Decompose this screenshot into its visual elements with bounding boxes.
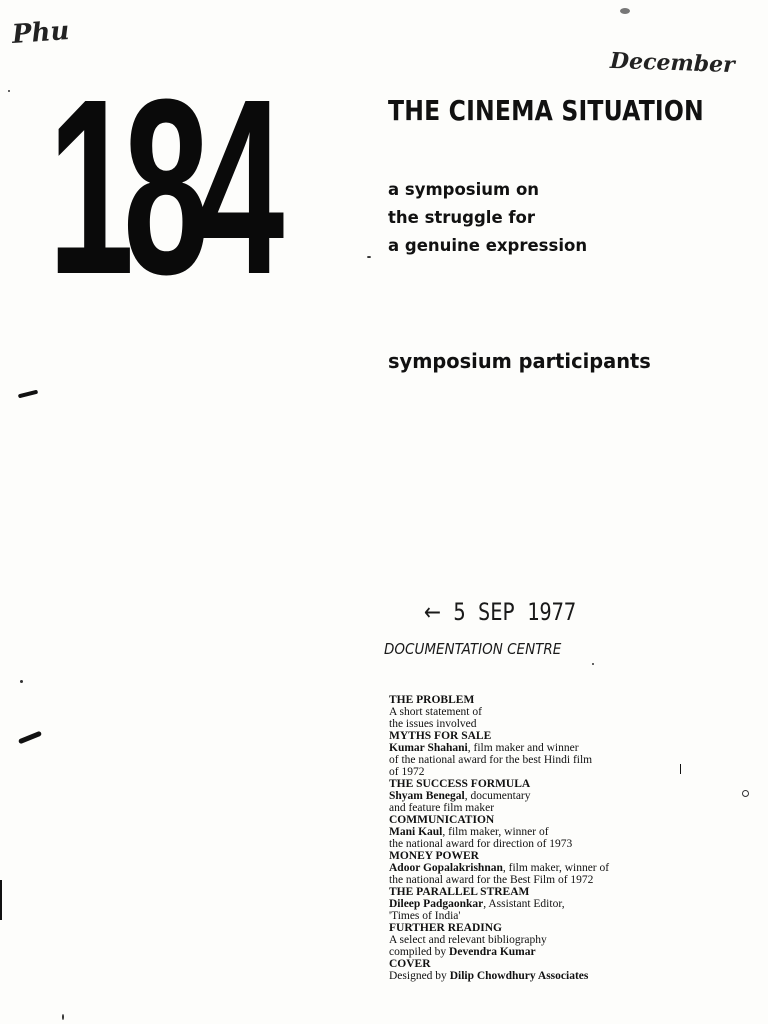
- scan-mark: [0, 880, 2, 920]
- contents-entry-line: Shyam Benegal, documentary: [389, 790, 531, 802]
- contents-entry-line: A select and relevant bibliography: [389, 934, 547, 946]
- contents-entry-line: of 1972: [389, 766, 425, 778]
- subtitle: [388, 176, 587, 260]
- contents-entry: [389, 922, 719, 958]
- contents-entry-line: A short statement of: [389, 706, 482, 718]
- stamp-label: DOCUMENTATION CENTRE: [384, 640, 562, 658]
- contents-entry-title: FURTHER READING: [389, 922, 503, 934]
- stamp-date: [424, 598, 576, 626]
- stamp-dash-icon: ←: [424, 598, 442, 626]
- scan-mark: [18, 731, 42, 745]
- subtitle-line: a symposium on: [388, 180, 540, 199]
- contents-entry-line: Dileep Padgaonkar, Assistant Editor,: [389, 898, 565, 910]
- contents-entry-line: Designed by Dilip Chowdhury Associates: [389, 970, 589, 982]
- scan-mark: [18, 390, 38, 399]
- subtitle-line: a genuine expression: [388, 236, 588, 255]
- scan-speck: [20, 680, 23, 683]
- participants-heading: symposium participants: [388, 349, 651, 373]
- scan-speck: [62, 1014, 64, 1020]
- scan-speck: [8, 90, 10, 92]
- subtitle-line: the struggle for: [388, 208, 536, 227]
- scan-speck: [742, 790, 749, 797]
- contents-entry-line: Mani Kaul, film maker, winner of: [389, 826, 549, 838]
- contents-entry: [389, 814, 719, 850]
- contents-entry-line: and feature film maker: [389, 802, 495, 814]
- stamp-date-text: 5 SEP 1977: [453, 598, 577, 626]
- scan-speck: [367, 256, 371, 258]
- contents-entry-title: MONEY POWER: [389, 850, 479, 862]
- issue-number: 184: [48, 47, 274, 326]
- scan-speck: [592, 663, 594, 665]
- contents-entry-title: MYTHS FOR SALE: [389, 730, 492, 742]
- contents-entry-title: THE PARALLEL STREAM: [389, 886, 530, 898]
- handwritten-note-top-right: December: [609, 47, 736, 79]
- contents-entry-line: the national award for the Best Film of 1972: [389, 874, 594, 886]
- scan-mark: [680, 764, 681, 774]
- contents-entry-line: Adoor Gopalakrishnan, film maker, winner of: [389, 862, 610, 874]
- contents-entry-line: Kumar Shahani, film maker and winner: [389, 742, 579, 754]
- contents-entry: [389, 730, 719, 778]
- contents-entry: [389, 850, 719, 886]
- contents-entry: [389, 778, 719, 814]
- contents-list: [389, 694, 719, 982]
- scan-speck: [620, 8, 630, 14]
- contents-entry: [389, 694, 719, 730]
- contents-entry: [389, 886, 719, 922]
- contents-entry-title: THE PROBLEM: [389, 694, 475, 706]
- contents-entry-line: 'Times of India': [389, 910, 461, 922]
- contents-entry-line: of the national award for the best Hindi film: [389, 754, 593, 766]
- contents-entry-title: THE SUCCESS FORMULA: [389, 778, 531, 790]
- contents-entry-line: compiled by Devendra Kumar: [389, 946, 536, 958]
- page-title: THE CINEMA SITUATION: [388, 94, 704, 127]
- contents-entry: [389, 958, 719, 982]
- contents-entry-title: COMMUNICATION: [389, 814, 495, 826]
- contents-entry-line: the national award for direction of 1973: [389, 838, 573, 850]
- contents-entry-line: the issues involved: [389, 718, 477, 730]
- contents-entry-title: COVER: [389, 958, 431, 970]
- handwritten-note-top-left: Phu: [11, 16, 71, 50]
